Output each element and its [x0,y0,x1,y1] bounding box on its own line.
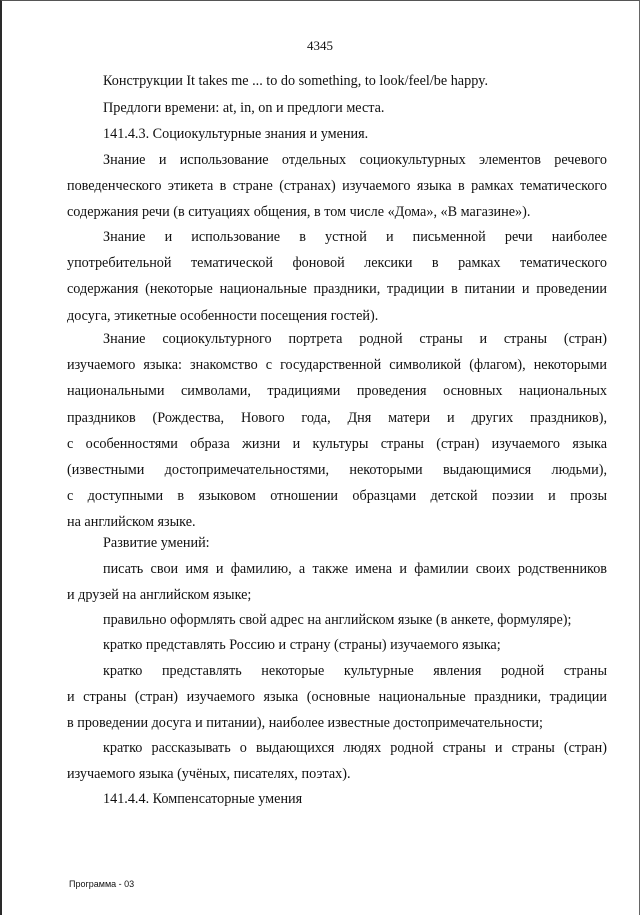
page-number: 4345 [307,38,333,53]
address-line: правильно оформлять свой адрес на английском языке (в анкете, формуляре); [103,612,572,628]
text-line: поведенческого этикета в стране (странах) изучаемого языка в рамках тематического [67,178,607,195]
text-line: писать свои имя и фамилию, а также имена и фамилии своих родственников [103,561,607,577]
text-line: Знание социокультурного портрета родной страны и страны (стран) [103,331,607,347]
text-line: изучаемого языка: знакомство с государственной символикой (флагом), некоторыми [67,357,607,374]
text-line: содержания речи (в ситуациях общения, в том числе «Дома», «В магазине»). [67,204,531,221]
paragraph-vocabulary [67,224,607,329]
text-line: национальными символами, традициями проведения основных национальных [67,383,607,400]
skills-heading: Развитие умений: [103,535,210,551]
prepositions-line: Предлоги времени: at, in, on и предлоги места. [103,100,385,116]
paragraph-write-name [67,556,607,608]
present-russia-line: кратко представлять Россию и страну (страны) изучаемого языка; [103,637,501,653]
text-line: кратко представлять некоторые культурные явления родной страны [103,663,607,679]
text-line: употребительной тематической фоновой лексики в рамках тематического [67,255,607,272]
text-line: и друзей на английском языке; [67,587,252,604]
section-heading-compensatory: 141.4.4. Компенсаторные умения [103,791,303,807]
text-line: изучаемого языка (учёных, писателях, поэтах). [67,766,351,783]
text-line: в проведении досуга и питании), наиболее известные достопримечательности; [67,715,543,732]
text-line: Знание и использование отдельных социокультурных элементов речевого [103,152,607,168]
paragraph-famous-people [67,735,607,787]
paragraph-cultural-phenomena [67,658,607,737]
text-line: на английском языке. [67,514,196,531]
footer-label: Программа - 03 [69,879,135,889]
paragraph-etiquette [67,147,607,226]
section-heading-sociocultural: 141.4.3. Социокультурные знания и умения. [103,126,369,142]
text-line: (известными достопримечательностями, некоторыми выдающимися людьми), [67,462,607,479]
text-line: содержания (некоторые национальные праздники, традиции в питании и проведении [67,281,607,298]
text-line: и страны (стран) изучаемого языка (основные национальные праздники, традиции [67,689,607,706]
text-line: Знание и использование в устной и письменной речи наиболее [103,229,607,245]
text-line: праздников (Рождества, Нового года, Дня матери и других праздников), [67,409,607,426]
text-line: кратко рассказывать о выдающихся людях родной страны и страны (стран) [103,740,607,756]
text-line: с доступными в языковом отношении образцами детской поэзии и прозы [67,488,607,505]
paragraph-portrait [67,326,607,536]
text-line: с особенностями образа жизни и культуры страны (стран) изучаемого языка [67,435,607,452]
text-line: досуга, этикетные особенности посещения гостей). [67,307,379,324]
constructions-line: Конструкции It takes me ... to do something, to look/feel/be happy. [103,73,489,89]
